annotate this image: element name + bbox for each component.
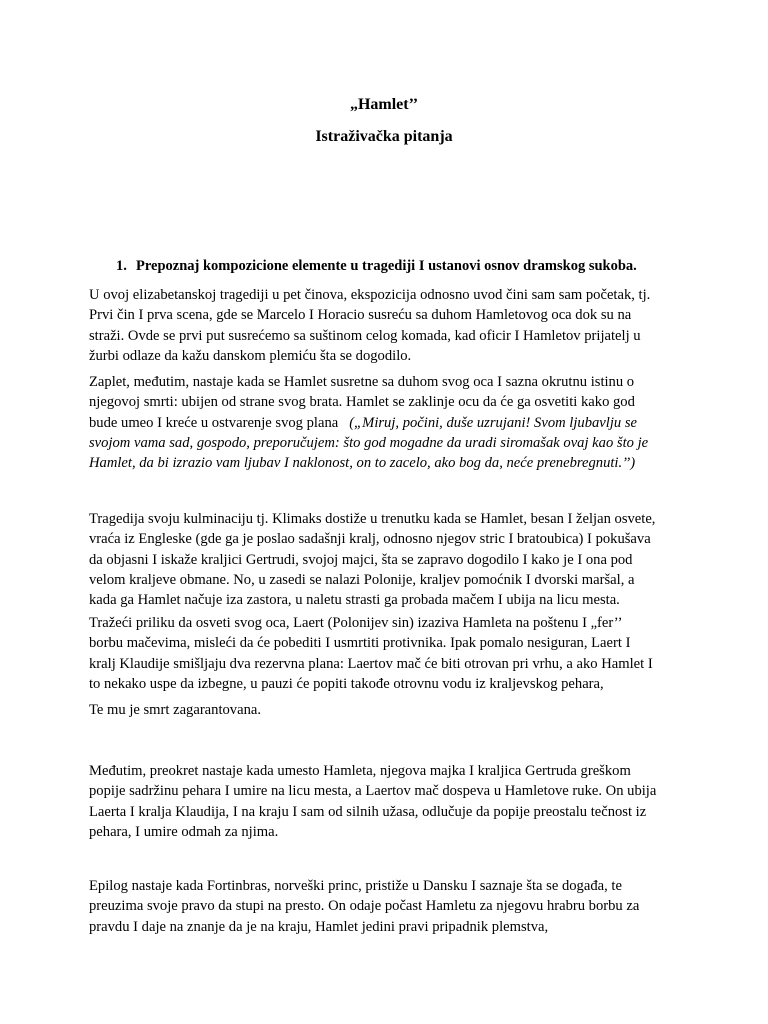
paragraph-line: velom kraljeve obmane. No, u zasedi se nalazi Polonije, kraljev pomoćnik I dvorski maršal, a	[89, 571, 635, 588]
document-title: „Hamlet’’	[349, 96, 419, 113]
paragraph-line: njegovoj smrti: ubijen od strane svog brata. Hamlet se zaklinje ocu da će ga osvetiti kako god	[89, 394, 635, 411]
paragraph-line: U ovoj elizabetanskoj tragediji u pet činova, ekspozicija odnosno uvod čini sam sam početak, tj.	[89, 287, 651, 303]
question-text: Prepoznaj kompozicione elemente u tragediji I ustanovi osnov dramskog sukoba.	[136, 258, 637, 274]
quote-text: („Miruj, počini, duše uzrujani! Svom ljubavlju se	[349, 414, 637, 431]
paragraph-fate	[89, 700, 689, 720]
paragraph-line: kralj Klaudije smišljaju dva rezervna plana: Laertov mač će biti otrovan pri vrhu, a ako Hamlet I	[89, 655, 653, 672]
paragraph-line: kada ga Hamlet načuje iza zastora, u naletu strasti ga probada mačem I ubija na licu mesta.	[89, 592, 620, 609]
paragraph-climax	[89, 509, 689, 610]
paragraph-text: bude umeo I kreće u ostvarenje svog plana	[89, 414, 339, 431]
paragraph-line: Tragedija svoju kulminaciju tj. Klimaks dostiže u trenutku kada se Hamlet, besan I željan osvete,	[89, 511, 656, 527]
paragraph-line: vraća iz Engleske (gde ga je poslao sadašnji kralj, odnosno njegov stric I bratoubica) I pokušava	[89, 531, 651, 548]
paragraph-reversal	[89, 761, 689, 842]
paragraph-line	[89, 413, 689, 433]
paragraph-complication	[89, 372, 689, 473]
paragraph-line: preuzima svoje pravo da stupi na presto. On odaje počast Hamletu za njegovu hrabru borbu za	[89, 898, 640, 915]
paragraph-epilogue	[89, 876, 689, 937]
paragraph-line: Tražeći priliku da osveti svog oca, Laert (Polonijev sin) izaziva Hamleta na poštenu I „fer’’	[89, 615, 623, 631]
paragraph-line: Međutim, preokret nastaje kada umesto Hamleta, njegova majka I kraljica Gertruda greškom	[89, 763, 631, 779]
quote-line: Hamlet, da bi izrazio vam ljubav I naklonost, on to zacelo, ako bog da, neće prenebregnuti.’’)	[89, 455, 636, 472]
paragraph-line: Prvi čin I prva scena, gde se Marcelo I Horacio susreću sa duhom Hamletovog oca dok su na	[89, 307, 632, 324]
paragraph-line: Zaplet, međutim, nastaje kada se Hamlet susretne sa duhom svog oca I sazna okrutnu istinu o	[89, 374, 635, 390]
paragraph-line: borbu mačevima, misleći da će pobediti I usmrtiti protivnika. Ipak pomalo nesiguran, Laert I	[89, 635, 631, 652]
document-subtitle: Istraživačka pitanja	[315, 128, 453, 145]
paragraph-line: pravdu I daje na znanje da je na kraju, Hamlet jedini pravi pripadnik plemstva,	[89, 918, 549, 935]
paragraph-line: Laerta I kralja Klaudija, I na kraju I sam od silnih užasa, odlučuje da popije preostalu tečnost iz	[89, 803, 647, 820]
paragraph-line: žurbi odlaze da kažu danskom plemiću šta se dogodilo.	[89, 347, 412, 364]
paragraph-line: pehara, I umire odmah za njima.	[89, 823, 279, 840]
question-heading	[116, 257, 637, 275]
paragraph-line: da objasni I iskaže kraljici Gertrudi, svojoj majci, šta se zapravo dogodilo I kako je I ona pod	[89, 551, 633, 568]
paragraph-line: Te mu je smrt zagarantovana.	[89, 702, 262, 718]
quote-line: svojom vama sad, gospodo, preporučujem: što god mogadne da uradi siromašak ovaj kao što je	[89, 434, 649, 451]
paragraph-line: to nekako uspe da izbegne, u pauzi će popiti takođe otrovnu vodu iz kraljevskog pehara,	[89, 675, 604, 692]
question-number: 1.	[116, 258, 127, 274]
paragraph-line: straži. Ovde se prvi put susrećemo sa suštinom celog komada, kad oficir I Hamletov prijatelj u	[89, 327, 641, 344]
paragraph-line: Epilog nastaje kada Fortinbras, norveški princ, pristiže u Dansku I saznaje šta se događa, te	[89, 878, 622, 894]
paragraph-exposition	[89, 285, 689, 366]
paragraph-line: popije sadržinu pehara I umire na licu mesta, a Laertov mač dospeva u Hamletove ruke. On ubija	[89, 783, 657, 800]
paragraph-duel	[89, 613, 689, 694]
